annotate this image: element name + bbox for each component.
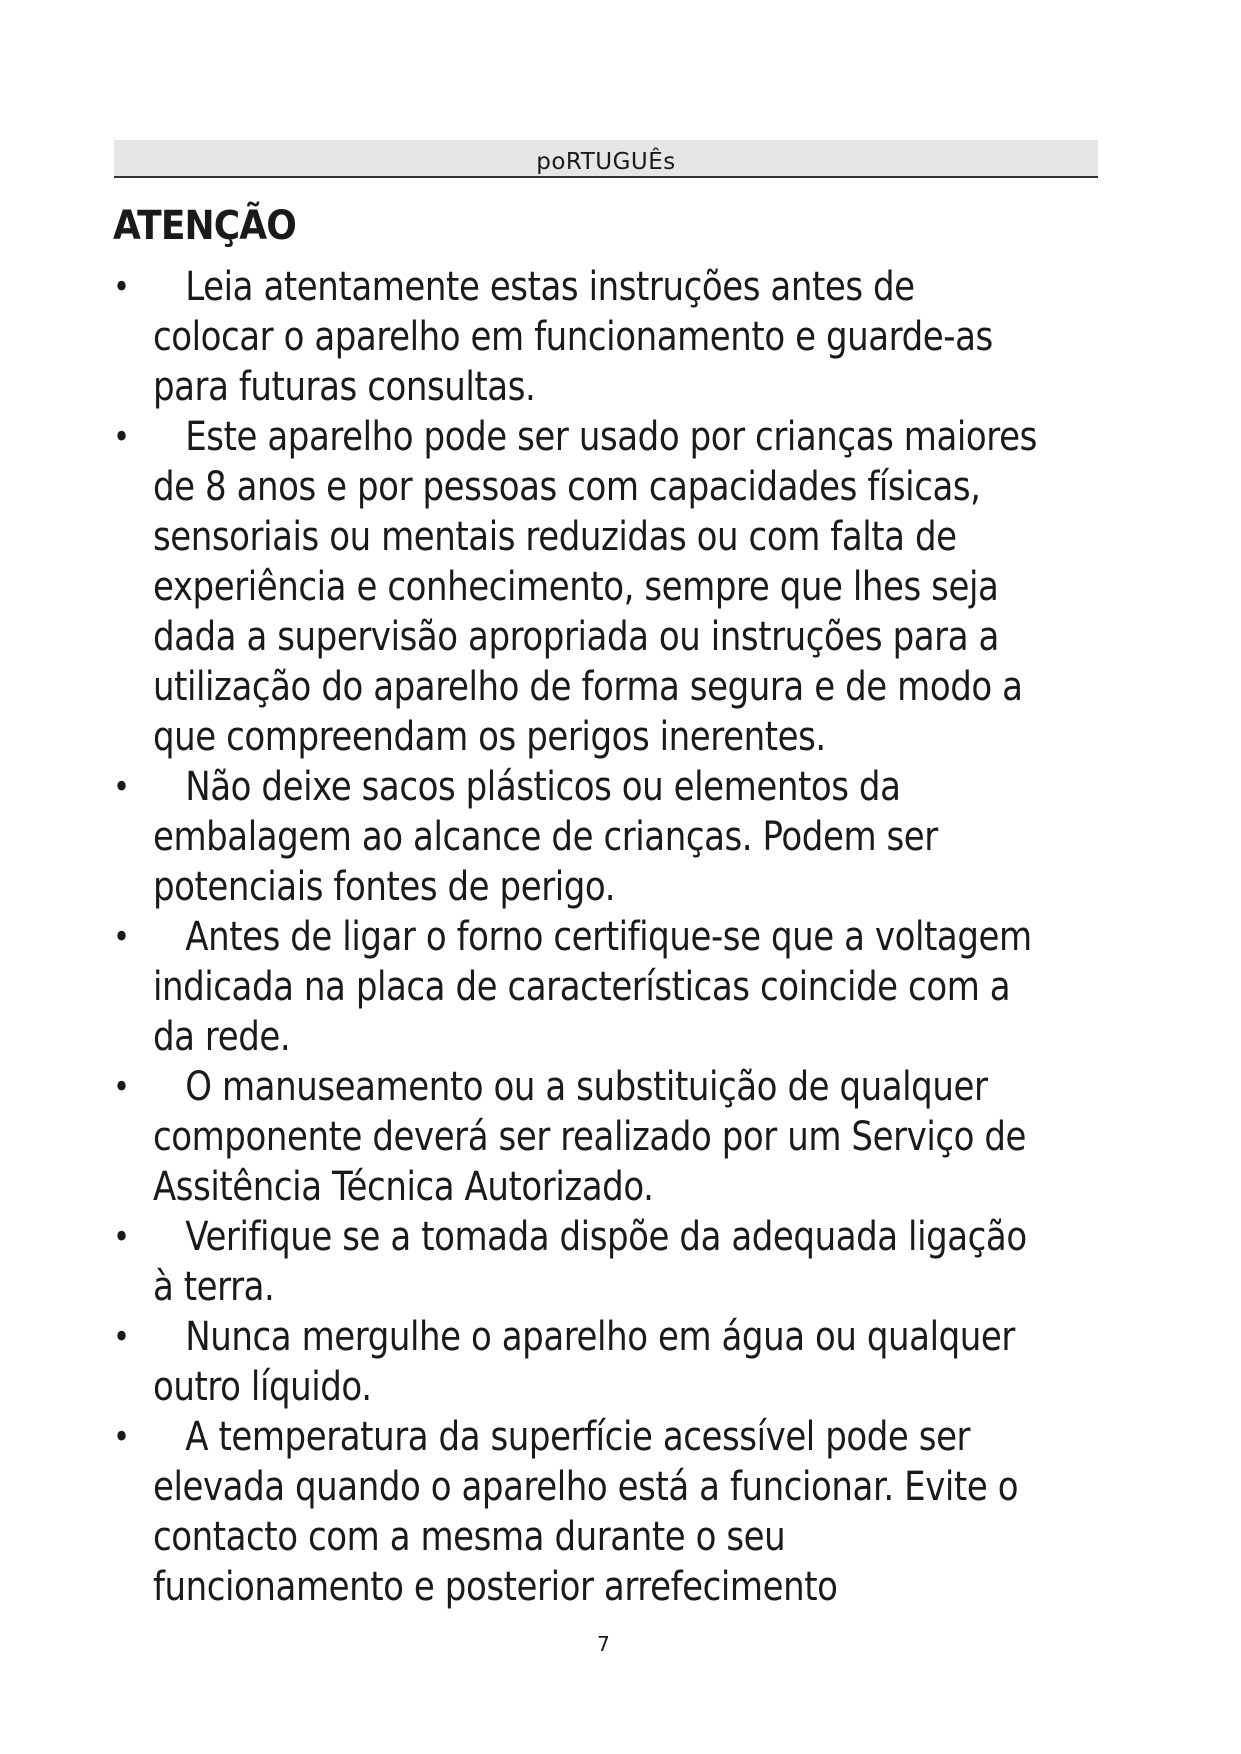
warning-list	[113, 262, 1040, 1612]
list-item	[113, 412, 1040, 762]
warning-text: Verifique se a tomada dispõe da adequada ligação à terra.	[152, 1214, 1027, 1310]
warning-text: Nunca mergulhe o aparelho em água ou qualquer outro líquido.	[152, 1314, 1015, 1410]
warning-text: A temperatura da superfície acessível pode ser elevada quando o aparelho está a funcionar. Evite o contacto com a mesma durante o seu funcionamento e posterior arrefecimento	[152, 1414, 1019, 1610]
warning-text: Antes de ligar o forno certifique-se que a voltagem indicada na placa de características coincide com a da rede.	[152, 914, 1032, 1060]
page-number: 7	[597, 1632, 610, 1656]
section-title: ATENÇÃO	[113, 203, 296, 249]
language-label: poRTUGUÊs	[536, 149, 676, 175]
list-item	[113, 1212, 1040, 1312]
bullet-icon: •	[113, 1417, 130, 1457]
warning-text: Este aparelho pode ser usado por crianças maiores de 8 anos e por pessoas com capacidades físicas, sensoriais ou mentais reduzidas ou com falta de experiência e conhecimento, sempre que lhes seja dada a supervisão apropriada ou instruções para a utilização do aparelho de forma segura e de modo a que compreendam os perigos inerentes.	[152, 414, 1037, 760]
warning-text: Leia atentamente estas instruções antes de colocar o aparelho em funcionamento e guarde-as para futuras consultas.	[152, 264, 993, 410]
bullet-icon: •	[113, 1317, 130, 1357]
warning-text: O manuseamento ou a substituição de qualquer componente deverá ser realizado por um Serviço de Assitência Técnica Autorizado.	[152, 1064, 1027, 1210]
list-item	[113, 1312, 1040, 1412]
language-header	[114, 140, 1098, 178]
list-item	[113, 762, 1040, 912]
list-item	[113, 1412, 1040, 1612]
bullet-icon: •	[113, 767, 130, 807]
warning-text: Não deixe sacos plásticos ou elementos da embalagem ao alcance de crianças. Podem ser potenciais fontes de perigo.	[152, 764, 938, 910]
bullet-icon: •	[113, 917, 130, 957]
list-item	[113, 1062, 1040, 1212]
list-item	[113, 912, 1040, 1062]
list-item	[113, 262, 1040, 412]
bullet-icon: •	[113, 267, 130, 307]
bullet-icon: •	[113, 1217, 130, 1257]
bullet-icon: •	[113, 417, 130, 457]
bullet-icon: •	[113, 1067, 130, 1107]
